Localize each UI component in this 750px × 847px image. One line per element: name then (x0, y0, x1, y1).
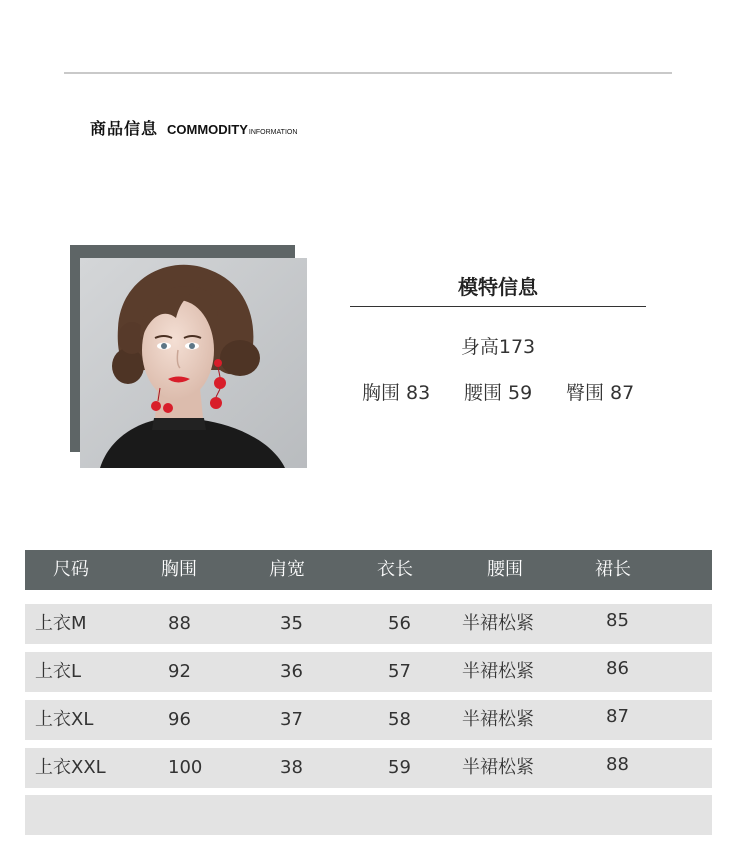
cell-skirt-length: 87 (606, 706, 629, 727)
header-size: 尺码 (53, 559, 89, 580)
cell-shoulder: 35 (280, 613, 303, 634)
cell-waist: 半裙松紧 (462, 709, 534, 730)
cell-shoulder: 38 (280, 757, 303, 778)
size-table-header (25, 550, 712, 590)
cell-length: 58 (388, 709, 411, 730)
model-measurements (362, 378, 634, 405)
model-info-divider (350, 306, 646, 307)
cell-shoulder: 37 (280, 709, 303, 730)
table-row-empty (25, 795, 712, 835)
header-skirt-length: 裙长 (595, 559, 631, 580)
header-bust: 胸围 (161, 559, 197, 580)
section-heading-en: COMMODITY (167, 122, 248, 137)
cell-waist: 半裙松紧 (462, 757, 534, 778)
table-row (25, 748, 712, 788)
cell-waist: 半裙松紧 (462, 613, 534, 634)
cell-skirt-length: 86 (606, 658, 629, 679)
model-illustration (80, 258, 307, 468)
cell-shoulder: 36 (280, 661, 303, 682)
model-hip: 臀围 87 (566, 382, 635, 404)
cell-size: 上衣XL (35, 709, 94, 730)
cell-bust: 92 (168, 661, 191, 682)
model-photo (80, 258, 307, 468)
cell-length: 59 (388, 757, 411, 778)
section-heading-cn: 商品信息 (90, 119, 159, 138)
cell-length: 57 (388, 661, 411, 682)
header-shoulder: 肩宽 (269, 559, 305, 580)
header-waist: 腰围 (487, 559, 523, 580)
cell-bust: 100 (168, 757, 203, 778)
cell-size: 上衣L (35, 661, 82, 682)
cell-size: 上衣M (35, 613, 87, 634)
cell-bust: 96 (168, 709, 191, 730)
table-row (25, 652, 712, 692)
model-waist: 腰围 59 (464, 382, 533, 404)
cell-bust: 88 (168, 613, 191, 634)
cell-skirt-length: 85 (606, 610, 629, 631)
header-length: 衣长 (377, 559, 413, 580)
table-row (25, 604, 712, 644)
cell-size: 上衣XXL (35, 757, 106, 778)
section-heading-en-small: INFORMATION (248, 129, 298, 136)
model-info-title: 模特信息 (458, 275, 538, 299)
table-row (25, 700, 712, 740)
top-divider (64, 72, 672, 74)
model-height: 身高173 (460, 336, 536, 358)
cell-length: 56 (388, 613, 411, 634)
cell-waist: 半裙松紧 (462, 661, 534, 682)
cell-skirt-length: 88 (606, 754, 629, 775)
section-heading (90, 116, 297, 139)
model-bust: 胸围 83 (362, 382, 431, 404)
